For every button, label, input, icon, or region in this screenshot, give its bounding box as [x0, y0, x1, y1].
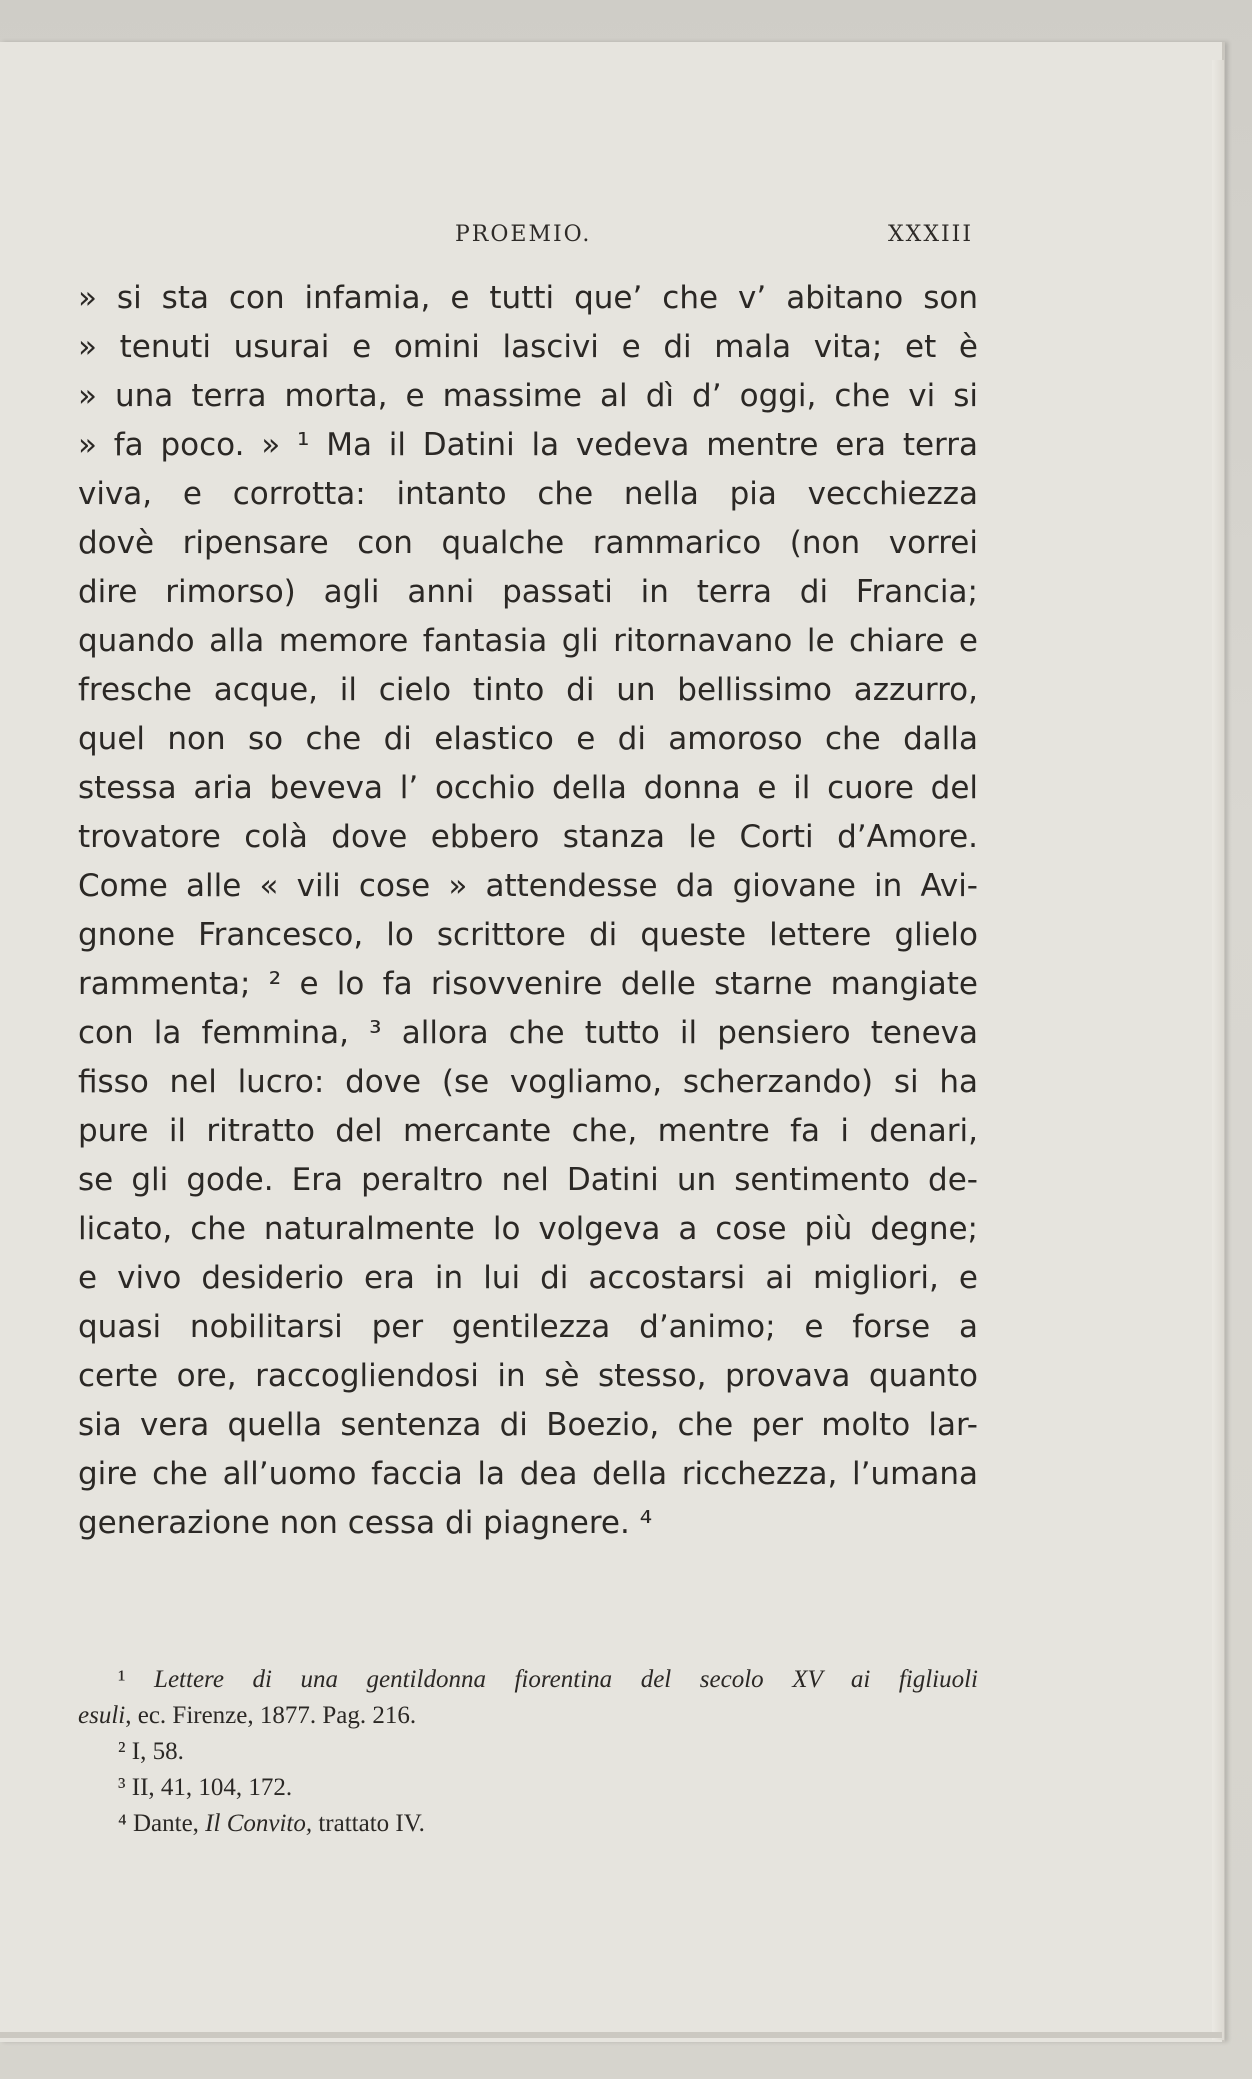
text-line: generazione non cessa di piagnere. ⁴	[78, 1505, 653, 1541]
footnote-title: Lettere di una gentildonna fiorentina del secolo XV ai figliuoli	[154, 1666, 978, 1693]
footnote-marker: ⁴	[118, 1810, 127, 1837]
footnote-title: Il Convito,	[205, 1810, 313, 1837]
text-line: stessa aria beveva l’ occhio della donna e il cuore del	[78, 770, 978, 806]
text-line: » tenuti usurai e omini lascivi e di mala vita; et è	[78, 329, 978, 365]
page-number: XXXIII	[888, 222, 974, 247]
text-line: fresche acque, il cielo tinto di un bellissimo azzurro,	[78, 672, 978, 708]
text-line: rammenta; ² e lo fa risovvenire delle starne mangiate	[78, 966, 978, 1002]
text-line: trovatore colà dove ebbero stanza le Corti d’Amore.	[78, 819, 978, 855]
text-line: con la femmina, ³ allora che tutto il pensiero teneva	[78, 1015, 978, 1051]
footnote-2: ² I, 58.	[118, 1738, 184, 1765]
text-line: fisso nel lucro: dove (se vogliamo, scherzando) si ha	[78, 1064, 978, 1100]
footnote-author: Dante,	[132, 1810, 199, 1837]
footnote-3: ³ II, 41, 104, 172.	[118, 1774, 293, 1801]
text-line: » si sta con infamia, e tutti que’ che v’ abitano son	[78, 280, 978, 316]
body-text	[78, 274, 978, 1548]
text-line: Come alle « vili cose » attendesse da giovane in Avi-	[78, 868, 978, 904]
footnote-marker: ¹	[118, 1666, 126, 1693]
footnote-1-continued	[78, 1698, 978, 1734]
text-line: gire che all’uomo faccia la dea della ricchezza, l’umana	[78, 1456, 978, 1492]
text-line: certe ore, raccogliendosi in sè stesso, provava quanto	[78, 1358, 978, 1394]
text-line: » una terra morta, e massime al dì d’ oggi, che vi si	[78, 378, 978, 414]
footnote-1	[78, 1662, 978, 1698]
text-line: sia vera quella sentenza di Boezio, che per molto lar-	[78, 1407, 978, 1443]
text-line: dovè ripensare con qualche rammarico (non vorrei	[78, 525, 978, 561]
page-bottom-edge	[0, 2032, 1222, 2038]
footnote-title: esuli	[78, 1702, 126, 1729]
text-line: licato, che naturalmente lo volgeva a cose più degne;	[78, 1211, 978, 1247]
text-line: » fa poco. » ¹ Ma il Datini la vedeva mentre era terra	[78, 427, 978, 463]
text-line: gnone Francesco, lo scrittore di queste lettere glielo	[78, 917, 978, 953]
text-line: quel non so che di elastico e di amoroso che dalla	[78, 721, 978, 757]
page-edge	[1212, 60, 1224, 2040]
footnote-4	[78, 1806, 978, 1842]
text-line: se gli gode. Era peraltro nel Datini un sentimento de-	[78, 1162, 978, 1198]
text-line: quando alla memore fantasia gli ritornavano le chiare e	[78, 623, 978, 659]
footnote-citation: , ec. Firenze, 1877. Pag. 216.	[125, 1702, 417, 1729]
text-line: dire rimorso) agli anni passati in terra di Francia;	[78, 574, 978, 610]
footnotes	[78, 1662, 978, 1842]
page-header	[0, 212, 1222, 252]
running-head: PROEMIO.	[455, 222, 592, 247]
text-line: e vivo desiderio era in lui di accostarsi ai migliori, e	[78, 1260, 978, 1296]
footnote-citation: trattato IV.	[318, 1810, 425, 1837]
text-line: quasi nobilitarsi per gentilezza d’animo; e forse a	[78, 1309, 978, 1345]
text-line: pure il ritratto del mercante che, mentre fa i denari,	[78, 1113, 978, 1149]
book-page	[0, 42, 1225, 2042]
text-line: viva, e corrotta: intanto che nella pia vecchiezza	[78, 476, 978, 512]
